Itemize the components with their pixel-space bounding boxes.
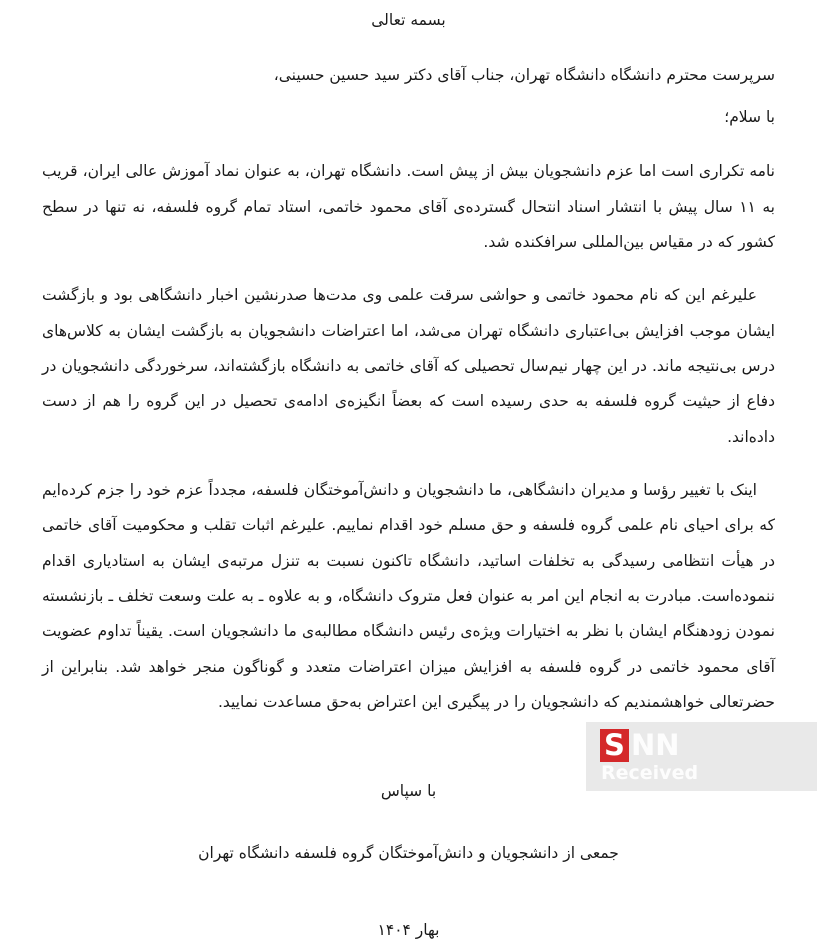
watermark-brand-text: NN <box>631 727 680 762</box>
basmala-heading: بسمه تعالی <box>371 11 446 29</box>
watermark-status-label: Received <box>601 762 699 784</box>
paragraph-1: نامه تکراری است اما عزم دانشجویان بیش از پیش است. دانشگاه تهران، به عنوان نماد آموزش عالی ایران، قریب به ۱۱ سال پیش با انتشار اسناد انتحال گسترده‌ی آقای محمود خاتمی، استاد تمام گروه فلسفه، نه تنها در سطح کشور که در مقیاس بین‌المللی سرافکنده شد. <box>42 162 775 251</box>
signature-line: جمعی از دانشجویان و دانش‌آموختگان گروه فلسفه دانشگاه تهران <box>198 844 619 863</box>
spacer <box>42 35 775 61</box>
letter-body <box>42 0 775 946</box>
spacer <box>42 91 775 103</box>
spacer <box>42 260 775 278</box>
closing-line: با سپاس <box>380 781 437 800</box>
paragraph-2: علیرغم این که نام محمود خاتمی و حواشی سرقت علمی وی مدت‌ها صدرنشین اخبار دانشگاهی بود و بازگشت ایشان موجب افزایش بی‌اعتباری دانشگاه تهران می‌شد، اما اعتراضات دانشجویان به بازگشت ایشان به کلاس‌های درس بی‌نتیجه ماند. در این چهار نیم‌سال تحصیلی که آقای خاتمی به دانشگاه بازگشته‌اند، سرخوردگی دانشجویان در دفاع از حیثیت گروه فلسفه به حدی رسیده است که بعضاً انگیزه‌ی ادامه‌ی تحصیل در این گروه را هم از دست داده‌اند. <box>42 286 775 446</box>
snn-logo-icon: S <box>600 729 629 762</box>
spacer <box>42 720 775 762</box>
date-line: بهار ۱۴۰۴ <box>377 920 440 939</box>
spacer <box>42 132 775 154</box>
greeting-line: با سلام؛ <box>724 107 775 126</box>
spacer <box>42 871 775 915</box>
addressee-line: سرپرست محترم دانشگاه دانشگاه تهران، جناب آقای دکتر سید حسین حسینی، <box>273 66 775 85</box>
spacer <box>42 455 775 473</box>
paragraph-3: اینک با تغییر رؤسا و مدیران دانشگاهی، ما دانشجویان و دانش‌آموختگان فلسفه، مجدداً عزم خود را جزم کرده‌ایم که برای احیای نام علمی گروه فلسفه و حق مسلم خود اقدام نماییم. علیرغم اثبات تقلب و محکومیت آقای خاتمی در هیأت انتظامی رسیدگی به تخلفات اساتید، دانشگاه تاکنون نسبت به تنزل مرتبه‌ی ایشان به استادیاری اقدام ننموده‌است. مبادرت به انجام این امر به عنوان فعل متروک دانشگاه، و به علاوه ـ به علت وسعت تخلف ـ بازنشسته نمودن زودهنگام ایشان با نظر به اختیارات ویژه‌ی رئیس دانشگاه مطالبه‌ی ما دانشجویان است. یقیناً تداوم عضویت آقای محمود خاتمی در گروه فلسفه به افزایش میزان اعتراضات متعدد و گوناگون منجر خواهد شد. بنابراین از حضرتعالی خواهشمندیم که دانشجویان را در پیگیری این اعتراض به‌حق مساعدت نمایید. <box>42 480 775 711</box>
spacer <box>42 824 775 836</box>
